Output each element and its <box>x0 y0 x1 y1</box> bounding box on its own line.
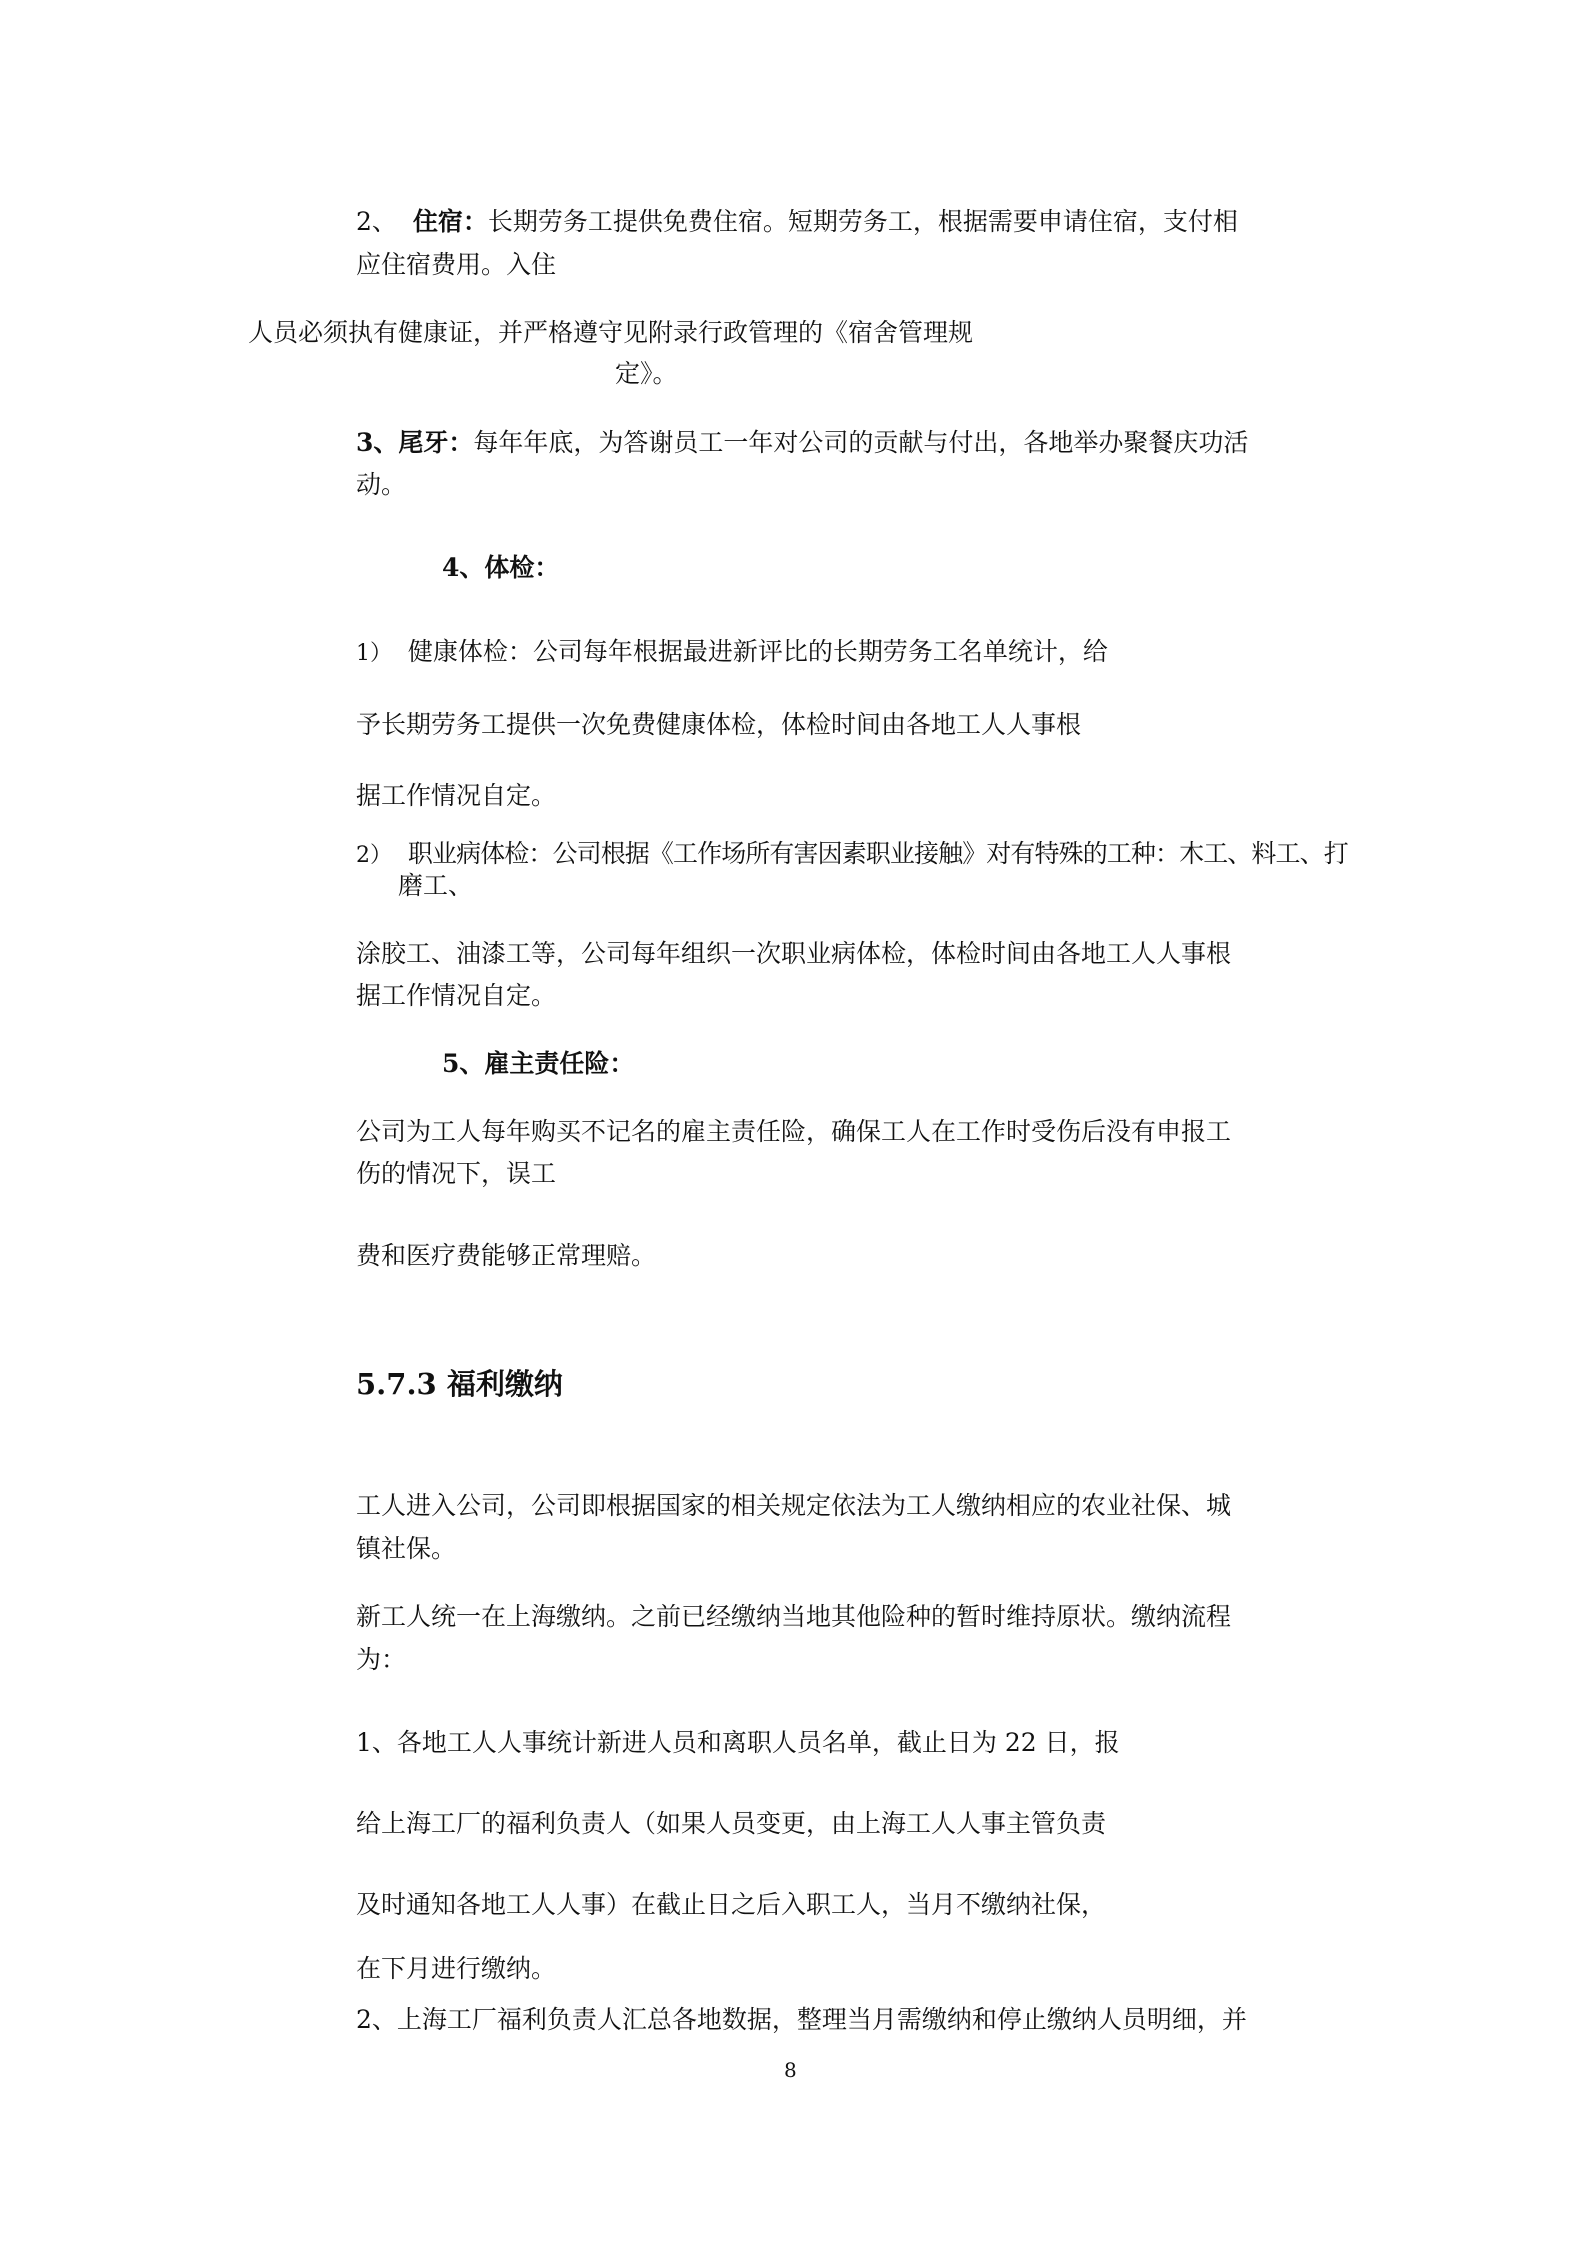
exam-item1-text-1: 健康体检：公司每年根据最进新评比的长期劳务工名单统计，给 <box>407 637 1108 666</box>
insurance-line-3: 费和医疗费能够正常理赔。 <box>356 1241 657 1270</box>
exam-item2-line-4: 据工作情况自定。 <box>356 981 557 1010</box>
housing-number: 2、 <box>356 207 397 236</box>
housing-line-1 <box>356 206 1238 238</box>
yearend-text-1: 每年年底，为答谢员工一年对公司的贡献与付出，各地举办聚餐庆功活 <box>473 428 1249 457</box>
welfare-step1-line-2: 给上海工厂的福利负责人（如果人员变更，由上海工人人事主管负责 <box>356 1809 1107 1838</box>
welfare-para2-line-1: 新工人统一在上海缴纳。之前已经缴纳当地其他险种的暂时维持原状。缴纳流程 <box>356 1602 1232 1631</box>
welfare-para1-line-2: 镇社保。 <box>356 1534 457 1563</box>
insurance-line-2: 伤的情况下，误工 <box>356 1159 557 1188</box>
welfare-step1-line-4: 在下月进行缴纳。 <box>356 1954 557 1983</box>
housing-title: 住宿： <box>412 207 488 236</box>
insurance-heading: 5、雇主责任险： <box>442 1049 635 1078</box>
exam-item2-line-2: 磨工、 <box>398 871 474 900</box>
welfare-para2-line-2: 为： <box>356 1645 407 1674</box>
housing-line-2: 应住宿费用。入住 <box>356 250 557 279</box>
exam-item1-number: 1） <box>356 641 392 666</box>
exam-heading: 4、体检： <box>442 553 560 582</box>
exam-item1-line-1 <box>356 636 1108 670</box>
section-heading-5-7-3: 5.7.3 福利缴纳 <box>356 1367 563 1401</box>
yearend-title: 3、尾牙： <box>356 428 474 457</box>
welfare-step2-line-1: 2、上海工厂福利负责人汇总各地数据，整理当月需缴纳和停止缴纳人员明细，并 <box>356 2005 1247 2034</box>
yearend-line-1 <box>356 427 1248 459</box>
housing-line-3: 人员必须执有健康证，并严格遵守见附录行政管理的《宿舍管理规 <box>248 318 974 347</box>
exam-item2-text-1: 职业病体检：公司根据《工作场所有害因素职业接触》对有特殊的工种：木工、料工、打 <box>407 839 1348 868</box>
exam-item2-number: 2） <box>356 843 392 868</box>
insurance-line-1: 公司为工人每年购买不记名的雇主责任险，确保工人在工作时受伤后没有申报工 <box>356 1117 1232 1146</box>
welfare-para1-line-1: 工人进入公司，公司即根据国家的相关规定依法为工人缴纳相应的农业社保、城 <box>356 1491 1232 1520</box>
welfare-step1-line-1: 1、各地工人人事统计新进人员和离职人员名单，截止日为 22 日，报 <box>356 1728 1120 1757</box>
welfare-step1-line-3: 及时通知各地工人人事）在截止日之后入职工人，当月不缴纳社保， <box>356 1890 1107 1919</box>
exam-item1-line-3: 据工作情况自定。 <box>356 781 557 810</box>
page-number: 8 <box>784 2058 797 2082</box>
housing-line-4: 定》。 <box>615 359 678 388</box>
yearend-line-2: 动。 <box>356 470 407 499</box>
exam-item2-line-3: 涂胶工、油漆工等，公司每年组织一次职业病体检，体检时间由各地工人人事根 <box>356 939 1232 968</box>
exam-item2-line-1 <box>356 838 1348 872</box>
exam-item1-line-2: 予长期劳务工提供一次免费健康体检，体检时间由各地工人人事根 <box>356 710 1082 739</box>
housing-text-1: 长期劳务工提供免费住宿。短期劳务工，根据需要申请住宿，支付相 <box>487 207 1238 236</box>
